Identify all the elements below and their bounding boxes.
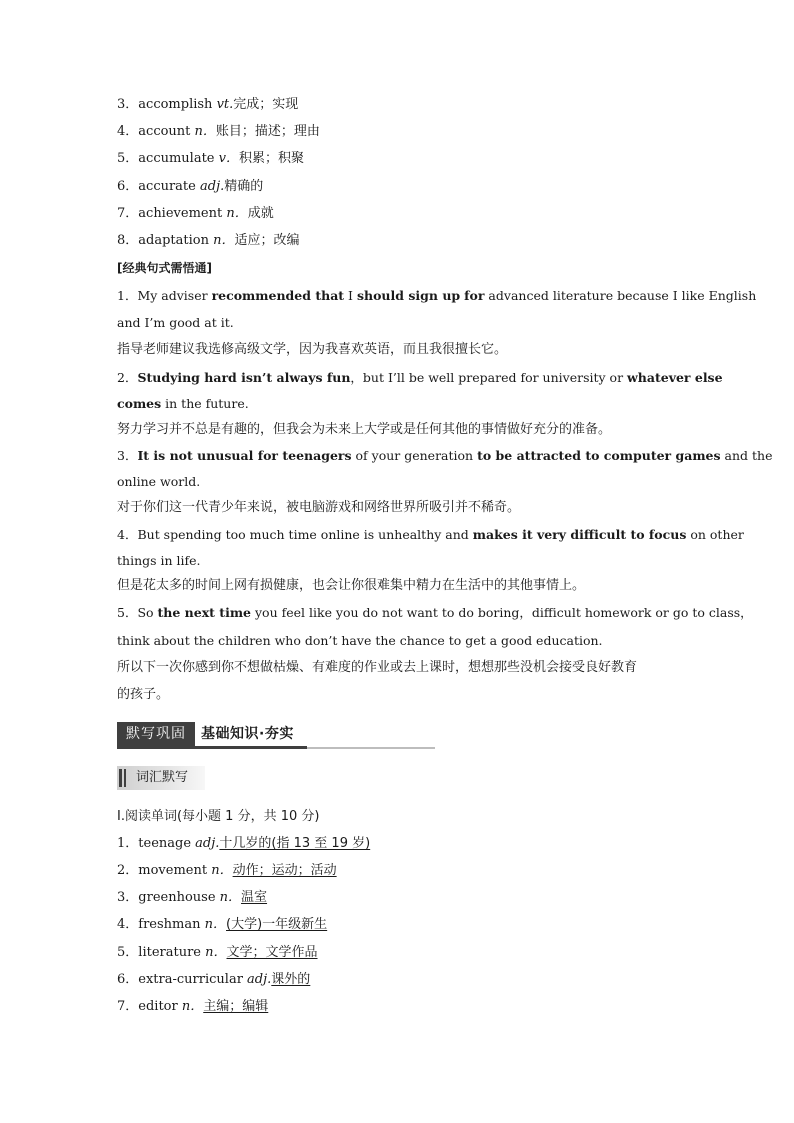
item-number: 6． [117,972,139,987]
sentence-1-line-1 [117,282,757,309]
vocab-word: teenage [138,836,192,851]
part-of-speech: n． [219,890,242,905]
vocab-word: movement [138,863,208,878]
key-phrase: for [464,288,485,303]
vocab-meaning: 积累；积聚 [239,151,305,166]
key-phrase: the next time [157,605,252,620]
sentence-5-translation-1: 所以下一次你感到你不想做枯燥、有难度的作业或去上课时，想想那些没机会接受良好教育 [117,660,638,675]
answer-blank: 主编；编辑 [203,999,269,1014]
sentence-text: ，but I’ll be well prepared for university or [350,370,628,385]
item-number: 4． [117,124,139,139]
vocab-meaning: 完成；实现 [233,97,299,112]
vocab-word: accumulate [138,151,215,166]
vocab-word: literature [138,945,201,960]
section-heading: [经典句式需悟通] [117,261,212,275]
sentence-3-line-1 [117,442,773,469]
part-of-speech: n． [181,999,204,1014]
part-of-speech: n． [226,206,248,221]
answer-blank: (大学)一年级新生 [226,917,328,932]
sentence-2-line-2 [117,390,679,417]
exercise-item [117,830,679,857]
vocab-meaning: 适应；改编 [234,233,300,248]
key-phrase: Studying hard isn’t always fun [137,370,351,385]
item-number: 1． [117,836,139,851]
key-phrase: to be attracted to computer games [477,448,721,463]
exercise-item [117,993,679,1020]
part-of-speech: n． [213,233,235,248]
part-of-speech: n． [204,917,227,932]
sentence-4-line-2: things in life. [117,553,201,568]
sentence-1-translation: 指导老师建议我选修高级文学，因为我喜欢英语，而且我很擅长它。 [117,342,508,357]
sentence-2-translation: 努力学习并不总是有趣的，但我会为未来上大学或是任何其他的事情做好充分的准备。 [117,422,612,437]
answer-blank: 温室 [241,890,268,905]
sentence-text: advanced literature because I like English [484,288,757,303]
vocab-word: freshman [138,917,201,932]
item-number: 1． [117,288,138,303]
banner-rule-light [307,747,435,749]
vocab-item [117,173,679,200]
vocab-meaning: 账目；描述；理由 [215,124,320,139]
vocab-word: account [138,124,191,139]
banner-title: 基础知识·夯实 [201,726,294,742]
part-of-speech: adj. [200,179,225,194]
exercise-heading [117,803,679,830]
item-number: 3． [117,890,139,905]
subsection-title: 词汇默写 [136,770,189,785]
vocab-item [117,145,679,172]
exercise-item [117,939,679,966]
item-number: 3． [117,448,138,463]
part-of-speech: v． [218,151,239,166]
sentence-3-line-2: online world. [117,474,201,489]
vocab-word: accomplish [138,97,213,112]
item-number: 4． [117,527,138,542]
vocab-word: accurate [138,179,196,194]
sentence-2-line-1 [117,364,723,391]
sentence-text: of your generation [351,448,478,463]
vocab-meaning: 成就 [247,206,274,221]
sentence-text: and the [720,448,773,463]
key-phrase: makes it very difficult to focus [472,527,687,542]
vocab-word: adaptation [138,233,209,248]
sentence-text: My adviser [137,288,212,303]
sentence-4-line-1 [117,521,744,548]
sentence-text: on other [686,527,744,542]
item-number: 3． [117,97,139,112]
vocab-item [117,118,679,145]
exercise-item [117,966,679,993]
answer-blank: 十几岁的(指 13 至 19 岁) [219,836,371,851]
item-number: 5． [117,945,139,960]
sentence-text: in the future. [161,396,249,411]
sentence-text: you feel like you do not want to do boring，difficult homework or go to class， [251,605,753,620]
vocab-item [117,200,679,227]
item-number: 7． [117,206,139,221]
sentence-4-translation: 但是花太多的时间上网有损健康，也会让你很难集中精力在生活中的其他事情上。 [117,578,586,593]
vocab-word: achievement [138,206,223,221]
key-phrase: recommended that [211,288,345,303]
vocab-item [117,91,679,118]
exercise-item [117,857,679,884]
key-phrase: should sign up [356,288,461,303]
exercise-item [117,884,679,911]
part-of-speech: adj. [247,972,272,987]
item-number: 7． [117,999,139,1014]
vocab-word: extra-curricular [138,972,243,987]
sentence-3-translation: 对于你们这一代青少年来说，被电脑游戏和网络世界所吸引并不稀奇。 [117,500,521,515]
part-of-speech: n． [205,945,227,960]
part-of-speech: adj. [195,836,220,851]
sentence-text: I [344,288,357,303]
sentence-1-line-2: and I’m good at it. [117,315,234,330]
item-number: 2． [117,863,139,878]
item-number: 4． [117,917,139,932]
vocab-meaning: 精确的 [224,179,264,194]
item-number: 6． [117,179,139,194]
key-phrase: It is not unusual for teenagers [137,448,352,463]
item-number: 8． [117,233,139,248]
sentence-text: But spending too much time online is unhealthy and [137,527,473,542]
key-phrase: comes [117,396,162,411]
subsection-header [117,766,205,790]
sentence-5-line-1 [117,599,753,626]
subhead-marker [119,769,122,787]
exercise-heading-text: Ⅰ.阅读单词(每小题 1 分，共 10 分) [117,809,320,824]
part-of-speech: n． [211,863,233,878]
sentence-text: So [137,605,158,620]
banner-label: 默写巩固 [117,722,195,746]
subhead-marker [124,769,126,787]
item-number: 5． [117,605,138,620]
vocab-word: greenhouse [138,890,216,905]
exercise-item [117,911,679,938]
part-of-speech: n． [194,124,216,139]
vocab-word: editor [138,999,178,1014]
banner-rule [117,746,307,749]
answer-blank: 动作；运动；活动 [232,863,337,878]
sentence-5-translation-2: 的孩子。 [117,687,170,702]
answer-blank: 课外的 [271,972,311,987]
section-banner [117,719,435,749]
part-of-speech: vt. [216,97,234,112]
vocab-item [117,227,679,254]
item-number: 2． [117,370,138,385]
answer-blank: 文学；文学作品 [226,945,318,960]
key-phrase: whatever else [627,370,723,385]
item-number: 5． [117,151,139,166]
sentence-5-line-2: think about the children who don’t have the chance to get a good education. [117,633,603,648]
